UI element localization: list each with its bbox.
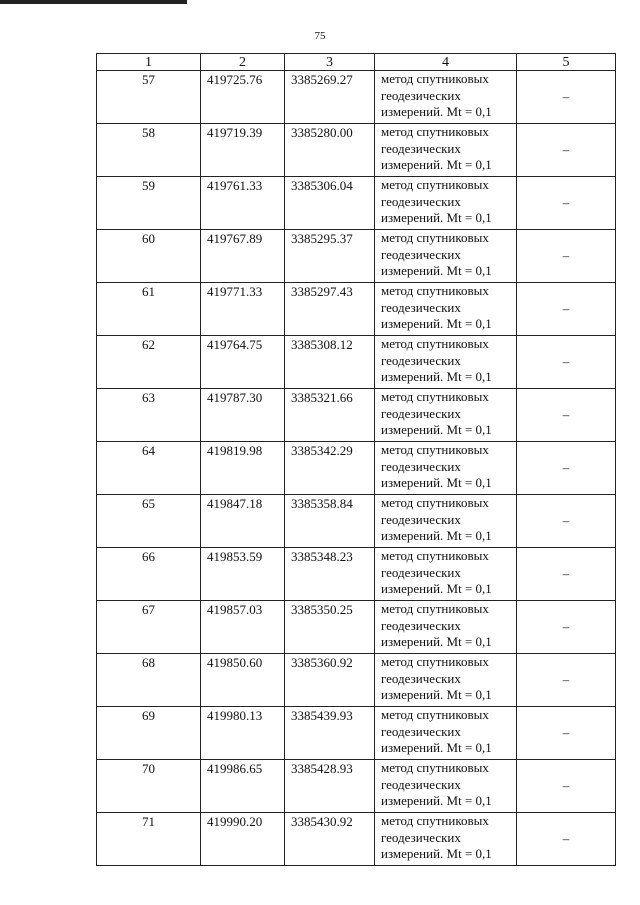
- note-value: –: [517, 548, 616, 601]
- table-header-row: [97, 54, 616, 71]
- note-value: –: [517, 760, 616, 813]
- method-description: метод спутниковых геодезических измерений. Mt = 0,1: [375, 336, 517, 389]
- table-row: [97, 336, 616, 389]
- y-coordinate: 3385350.25: [285, 601, 375, 654]
- note-value: –: [517, 654, 616, 707]
- method-description: метод спутниковых геодезических измерений. Mt = 0,1: [375, 548, 517, 601]
- x-coordinate: 419725.76: [201, 71, 285, 124]
- method-description: метод спутниковых геодезических измерений. Mt = 0,1: [375, 601, 517, 654]
- y-coordinate: 3385428.93: [285, 760, 375, 813]
- table-row: [97, 177, 616, 230]
- note-value: –: [517, 707, 616, 760]
- table-row: [97, 654, 616, 707]
- method-description: метод спутниковых геодезических измерений. Mt = 0,1: [375, 177, 517, 230]
- point-number: 68: [97, 654, 201, 707]
- point-number: 61: [97, 283, 201, 336]
- x-coordinate: 419986.65: [201, 760, 285, 813]
- x-coordinate: 419980.13: [201, 707, 285, 760]
- point-number: 65: [97, 495, 201, 548]
- column-header: 2: [201, 54, 285, 71]
- point-number: 58: [97, 124, 201, 177]
- column-header: 5: [517, 54, 616, 71]
- y-coordinate: 3385430.92: [285, 813, 375, 866]
- x-coordinate: 419857.03: [201, 601, 285, 654]
- x-coordinate: 419767.89: [201, 230, 285, 283]
- x-coordinate: 419847.18: [201, 495, 285, 548]
- note-value: –: [517, 495, 616, 548]
- y-coordinate: 3385306.04: [285, 177, 375, 230]
- y-coordinate: 3385348.23: [285, 548, 375, 601]
- x-coordinate: 419990.20: [201, 813, 285, 866]
- top-rule: [0, 0, 187, 4]
- point-number: 60: [97, 230, 201, 283]
- method-description: метод спутниковых геодезических измерений. Mt = 0,1: [375, 283, 517, 336]
- y-coordinate: 3385358.84: [285, 495, 375, 548]
- method-description: метод спутниковых геодезических измерений. Mt = 0,1: [375, 442, 517, 495]
- x-coordinate: 419819.98: [201, 442, 285, 495]
- note-value: –: [517, 601, 616, 654]
- y-coordinate: 3385295.37: [285, 230, 375, 283]
- point-number: 57: [97, 71, 201, 124]
- table-row: [97, 495, 616, 548]
- point-number: 67: [97, 601, 201, 654]
- column-header: 1: [97, 54, 201, 71]
- y-coordinate: 3385297.43: [285, 283, 375, 336]
- note-value: –: [517, 442, 616, 495]
- x-coordinate: 419764.75: [201, 336, 285, 389]
- note-value: –: [517, 71, 616, 124]
- x-coordinate: 419771.33: [201, 283, 285, 336]
- method-description: метод спутниковых геодезических измерений. Mt = 0,1: [375, 495, 517, 548]
- note-value: –: [517, 336, 616, 389]
- point-number: 69: [97, 707, 201, 760]
- coordinates-table: [96, 53, 616, 866]
- note-value: –: [517, 177, 616, 230]
- table-row: [97, 760, 616, 813]
- note-value: –: [517, 124, 616, 177]
- note-value: –: [517, 283, 616, 336]
- method-description: метод спутниковых геодезических измерений. Mt = 0,1: [375, 813, 517, 866]
- table-row: [97, 707, 616, 760]
- y-coordinate: 3385342.29: [285, 442, 375, 495]
- x-coordinate: 419787.30: [201, 389, 285, 442]
- table-body: [97, 71, 616, 866]
- table-row: [97, 813, 616, 866]
- y-coordinate: 3385308.12: [285, 336, 375, 389]
- y-coordinate: 3385360.92: [285, 654, 375, 707]
- table-row: [97, 230, 616, 283]
- table-row: [97, 283, 616, 336]
- table-row: [97, 548, 616, 601]
- y-coordinate: 3385321.66: [285, 389, 375, 442]
- method-description: метод спутниковых геодезических измерений. Mt = 0,1: [375, 124, 517, 177]
- page-number: 75: [314, 30, 326, 42]
- column-header: 4: [375, 54, 517, 71]
- table-row: [97, 389, 616, 442]
- point-number: 66: [97, 548, 201, 601]
- point-number: 64: [97, 442, 201, 495]
- x-coordinate: 419853.59: [201, 548, 285, 601]
- table-row: [97, 124, 616, 177]
- method-description: метод спутниковых геодезических измерений. Mt = 0,1: [375, 707, 517, 760]
- point-number: 71: [97, 813, 201, 866]
- method-description: метод спутниковых геодезических измерений. Mt = 0,1: [375, 230, 517, 283]
- x-coordinate: 419850.60: [201, 654, 285, 707]
- x-coordinate: 419719.39: [201, 124, 285, 177]
- y-coordinate: 3385269.27: [285, 71, 375, 124]
- method-description: метод спутниковых геодезических измерений. Mt = 0,1: [375, 760, 517, 813]
- point-number: 63: [97, 389, 201, 442]
- method-description: метод спутниковых геодезических измерений. Mt = 0,1: [375, 389, 517, 442]
- y-coordinate: 3385439.93: [285, 707, 375, 760]
- note-value: –: [517, 389, 616, 442]
- point-number: 62: [97, 336, 201, 389]
- note-value: –: [517, 813, 616, 866]
- note-value: –: [517, 230, 616, 283]
- x-coordinate: 419761.33: [201, 177, 285, 230]
- column-header: 3: [285, 54, 375, 71]
- point-number: 70: [97, 760, 201, 813]
- table-row: [97, 442, 616, 495]
- method-description: метод спутниковых геодезических измерений. Mt = 0,1: [375, 654, 517, 707]
- y-coordinate: 3385280.00: [285, 124, 375, 177]
- point-number: 59: [97, 177, 201, 230]
- method-description: метод спутниковых геодезических измерений. Mt = 0,1: [375, 71, 517, 124]
- table-row: [97, 71, 616, 124]
- table-row: [97, 601, 616, 654]
